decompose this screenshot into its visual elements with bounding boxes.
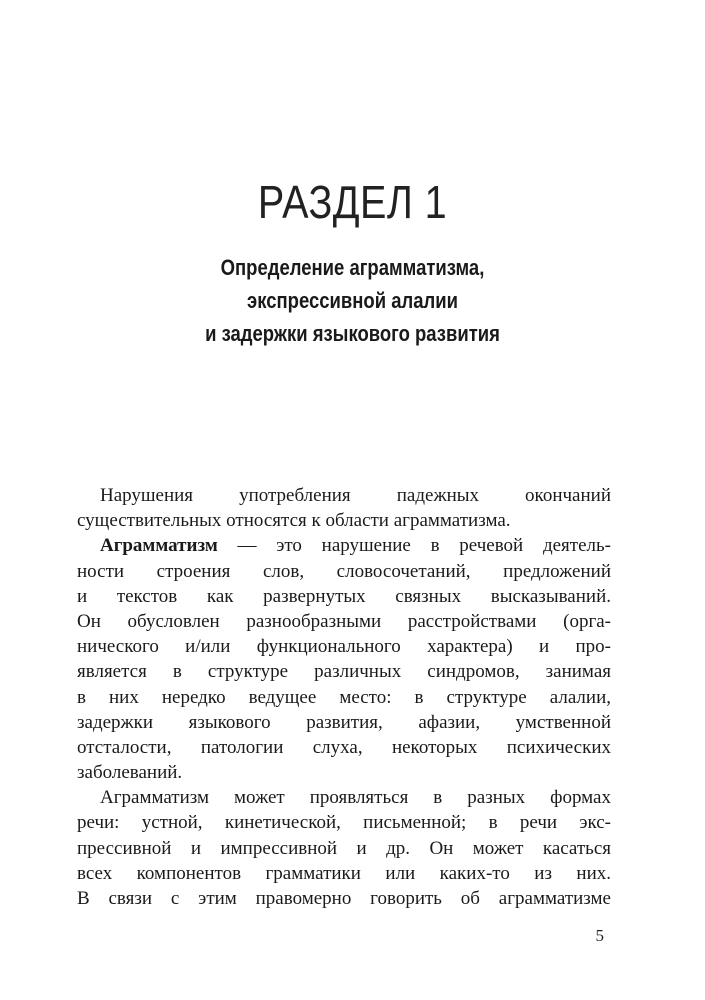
paragraph-line: в них нередко ведущее место: в структуре алалии, — [77, 686, 611, 708]
paragraph-line: Он обусловлен разнообразными расстройствами (орга- — [77, 610, 611, 632]
body-text — [77, 483, 611, 911]
paragraph-line — [100, 533, 611, 558]
page-number: 5 — [595, 926, 604, 945]
paragraph-line: Нарушения употребления падежных окончаний — [100, 485, 611, 506]
subtitle-line: и задержки языкового развития — [205, 321, 500, 346]
paragraph-line: существительных относятся к области аграмматизма. — [77, 510, 511, 532]
paragraph-line: задержки языкового развития, афазии, умственной — [77, 711, 611, 733]
paragraph-line: Аграмматизм может проявляться в разных формах — [100, 787, 611, 809]
paragraph-line: всех компонентов грамматики или каких-то из них. — [77, 862, 611, 884]
section-subtitle — [56, 251, 648, 350]
paragraph-line: В связи с этим правомерно говорить об аграмматизме — [77, 888, 611, 909]
term-aggramatism: Аграмматизм — [100, 535, 218, 557]
paragraph-line: ности строения слов, словосочетаний, предложений — [77, 560, 611, 582]
subtitle-line: экспрессивной алалии — [247, 288, 458, 313]
paragraph-line: прессивной и импрессивной и др. Он может касаться — [77, 837, 611, 859]
paragraph-line-rest: — это нарушение в речевой деятель- — [217, 535, 611, 557]
paragraph-line: является в структуре различных синдромов, занимая — [77, 661, 611, 683]
paragraph-line: заболеваний. — [77, 762, 183, 784]
paragraph-line: речи: устной, кинетической, письменной; в речи экс- — [77, 812, 611, 834]
section-title: РАЗДЕЛ 1 — [257, 176, 448, 228]
subtitle-line: Определение аграмматизма, — [220, 255, 485, 280]
paragraph-line: отсталости, патологии слуха, некоторых психических — [77, 736, 611, 758]
paragraph-line: и текстов как развернутых связных высказываний. — [77, 585, 611, 607]
paragraph-line: нического и/или функционального характера) и про- — [77, 636, 611, 658]
